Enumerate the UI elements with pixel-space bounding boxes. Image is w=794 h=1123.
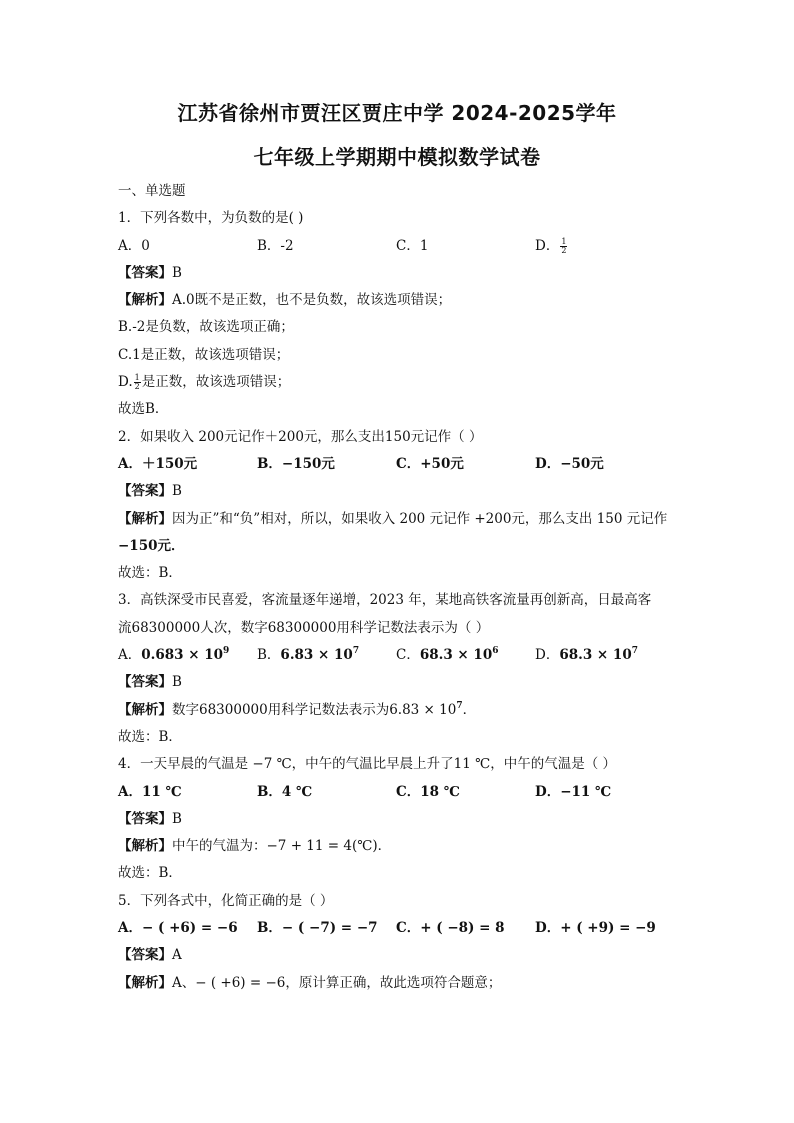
title-line-1: 江苏省徐州市贾汪区贾庄中学 2024-2025学年 [177,101,617,125]
q4-option-d: D．−11 ℃ [535,783,612,800]
q1-option-d-fraction [560,238,567,255]
q2-option-c: C．+50元 [396,455,464,472]
q3-analysis [118,697,678,724]
q3-option-d [535,642,674,669]
q3-stem-1: 3．高铁深受市民喜爱，客流量逐年递增，2023 年，某地高铁客流量再创新高，日最高客 [118,592,652,609]
q5-options [118,915,678,942]
option-prefix: B． [257,647,281,664]
option-base: 0.683 × 10 [141,647,224,664]
section-label: 一、单选题 [118,183,186,199]
option-exponent: 6 [492,646,499,657]
answer-label: 【答案】 [118,264,172,281]
analysis-text: 因为正”和“负”相对，所以，如果收入 200 元记作 +200元，那么支出 150 元记作 [172,510,668,527]
analysis-prefix: D. [118,374,133,391]
q1-option-b: B．-2 [257,237,294,254]
fraction-numerator: 1 [134,373,140,383]
q2-analysis-2: −150元． [118,537,185,554]
q2-options [118,451,678,478]
q1-option-c: C．1 [396,237,429,254]
q3-option-c [396,642,535,669]
answer-value: B [172,264,182,281]
exam-content [118,178,678,997]
analysis-label: 【解析】 [118,510,172,527]
answer-value: B [172,674,182,691]
q3-conclusion: 故选：B． [118,728,182,745]
fraction-numerator: 1 [561,236,567,246]
analysis-suffix: 是正数，故该选项错误； [141,374,291,391]
analysis-text: 数字68300000用科学记数法表示为6.83 × 10 [172,701,457,718]
answer-value: B [172,810,182,827]
answer-value: A [172,947,182,964]
q5-option-c: C．+ ( −8) = 8 [396,920,505,937]
q4-option-b: B．4 ℃ [257,783,313,800]
answer-label: 【答案】 [118,674,172,691]
q1-option-a: A．0 [118,237,150,254]
q4-options [118,779,678,806]
analysis-label: 【解析】 [118,838,172,855]
title-line-2: 七年级上学期期中模拟数学试卷 [253,145,541,169]
q4-option-c: C．18 ℃ [396,783,460,800]
answer-label: 【答案】 [118,947,172,964]
q1-analysis-4 [118,369,678,396]
option-exponent: 7 [352,646,360,657]
analysis-text: A、− ( +6) = −6，原计算正确，故此选项符合题意； [172,974,502,991]
answer-label: 【答案】 [118,483,172,500]
q1-stem: 1．下列各数中，为负数的是( ) [118,210,304,227]
q1-analysis-3: C.1是正数，故该选项错误； [118,346,290,363]
q4-analysis [118,833,678,860]
q2-stem: 2．如果收入 200元记作＋200元，那么支出150元记作（ ） [118,428,483,445]
option-base: 6.83 × 10 [280,647,353,664]
q2-option-a: A．＋150元 [118,455,198,472]
q1-analysis-2: B.-2是负数，故该选项正确； [118,319,294,336]
analysis-end: ． [462,701,477,718]
fraction-denominator: 2 [561,245,567,255]
q5-answer [118,942,678,969]
q5-analysis [118,970,678,997]
option-prefix: D． [535,647,560,664]
q4-conclusion: 故选：B． [118,865,182,882]
q5-option-b: B．− ( −7) = −7 [257,920,378,937]
option-exponent: 7 [631,646,638,657]
q3-option-a [118,642,257,669]
q4-option-a: A．11 ℃ [118,783,182,800]
q5-option-a: A．− ( +6) = −6 [118,920,238,937]
q5-option-d: D．+ ( +9) = −9 [535,920,656,937]
q2-answer [118,478,678,505]
answer-label: 【答案】 [118,810,172,827]
analysis-text: 中午的气温为：−7 + 11 = 4(℃)． [172,838,392,855]
q2-conclusion: 故选：B． [118,565,182,582]
q2-option-b: B．−150元 [257,455,335,472]
analysis-label: 【解析】 [118,701,172,718]
q1-analysis-1 [118,287,678,314]
option-prefix: A． [118,647,142,664]
q4-stem: 4．一天早晨的气温是 −7 ℃，中午的气温比早晨上升了11 ℃，中午的气温是（ ） [118,756,617,773]
q1-answer [118,260,678,287]
option-base: 68.3 × 10 [559,647,632,664]
q2-option-d: D．−50元 [535,455,604,472]
analysis-label: 【解析】 [118,974,172,991]
q1-option-d [535,233,674,260]
q3-answer [118,669,678,696]
q3-options [118,642,678,669]
q3-stem-2: 流68300000人次，数字68300000用科学记数法表示为（ ） [118,619,490,636]
answer-value: B [172,483,182,500]
q1-option-d-prefix: D． [535,237,560,254]
q2-analysis-1 [118,506,678,533]
q5-stem: 5．下列各式中，化简正确的是（ ） [118,892,334,909]
analysis-label: 【解析】 [118,292,172,309]
q1-options [118,233,678,260]
option-exponent: 9 [223,646,230,657]
q4-answer [118,806,678,833]
fraction-denominator: 2 [134,382,140,392]
q1-conclusion: 故选B． [118,401,169,418]
option-base: 68.3 × 10 [419,647,493,664]
q3-option-b [257,642,396,669]
analysis-fraction [134,374,141,391]
option-prefix: C． [396,647,420,664]
analysis-exponent: 7 [456,700,463,711]
analysis-text: A.0既不是正数，也不是负数，故该选项错误； [172,292,452,309]
